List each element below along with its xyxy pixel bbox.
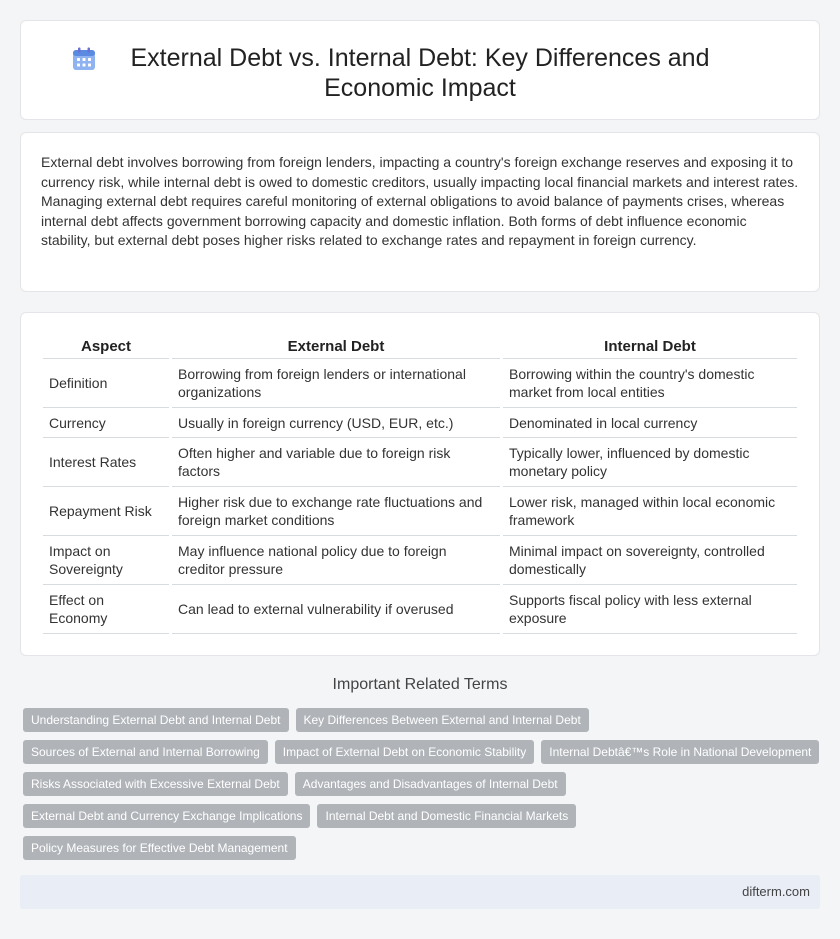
- related-term-link[interactable]: Risks Associated with Excessive External Debt: [23, 772, 288, 796]
- related-term-link[interactable]: Impact of External Debt on Economic Stability: [275, 740, 534, 764]
- cell-aspect: Effect on Economy: [43, 585, 169, 634]
- cell-external: May influence national policy due to foreign creditor pressure: [172, 536, 500, 585]
- header-aspect: Aspect: [43, 335, 169, 359]
- cell-aspect: Interest Rates: [43, 438, 169, 487]
- cell-internal: Borrowing within the country's domestic market from local entities: [503, 359, 797, 408]
- cell-external: Often higher and variable due to foreign risk factors: [172, 438, 500, 487]
- cell-internal: Supports fiscal policy with less external exposure: [503, 585, 797, 634]
- cell-external: Borrowing from foreign lenders or international organizations: [172, 359, 500, 408]
- header-external-debt: External Debt: [172, 335, 500, 359]
- related-term-link[interactable]: Internal Debtâ€™s Role in National Development: [541, 740, 819, 764]
- cell-aspect: Impact on Sovereignty: [43, 536, 169, 585]
- cell-internal: Minimal impact on sovereignty, controlled domestically: [503, 536, 797, 585]
- related-term-link[interactable]: Advantages and Disadvantages of Internal Debt: [295, 772, 566, 796]
- intro-card: [20, 132, 820, 292]
- cell-aspect: Repayment Risk: [43, 487, 169, 536]
- table-row: [43, 487, 797, 536]
- table-row: [43, 585, 797, 634]
- title-card: [20, 20, 820, 120]
- comparison-table: [43, 335, 797, 634]
- cell-external: Higher risk due to exchange rate fluctuations and foreign market conditions: [172, 487, 500, 536]
- footer-site-link[interactable]: difterm.com: [742, 884, 810, 899]
- related-term-link[interactable]: Sources of External and Internal Borrowing: [23, 740, 268, 764]
- cell-internal: Typically lower, influenced by domestic monetary policy: [503, 438, 797, 487]
- cell-external: Usually in foreign currency (USD, EUR, etc.): [172, 408, 500, 438]
- comparison-card: [20, 312, 820, 656]
- intro-paragraph: External debt involves borrowing from foreign lenders, impacting a country's foreign exchange reserves and exposing it to currency risk, while internal debt is owed to domestic creditors, usually impacting local financial markets and interest rates. Managing external debt requires careful monitoring of external obligations to avoid balance of payments crises, whereas internal debt affects government borrowing capacity and domestic inflation. Both forms of debt influence economic stability, but external debt poses higher risks related to exchange rates and repayment in foreign currency.: [41, 154, 799, 248]
- page-title: External Debt vs. Internal Debt: Key Differences and Economic Impact: [130, 44, 710, 102]
- table-row: [43, 536, 797, 585]
- related-term-link[interactable]: Internal Debt and Domestic Financial Markets: [317, 804, 576, 828]
- footer: [20, 875, 820, 909]
- cell-internal: Lower risk, managed within local economic framework: [503, 487, 797, 536]
- related-terms-list: [23, 708, 823, 868]
- header-internal-debt: Internal Debt: [503, 335, 797, 359]
- table-row: [43, 438, 797, 487]
- table-row: [43, 408, 797, 438]
- table-header-row: [43, 335, 797, 359]
- related-term-link[interactable]: External Debt and Currency Exchange Implications: [23, 804, 310, 828]
- related-terms-heading: Important Related Terms: [332, 676, 508, 693]
- related-term-link[interactable]: Understanding External Debt and Internal Debt: [23, 708, 289, 732]
- related-term-link[interactable]: Key Differences Between External and Internal Debt: [296, 708, 589, 732]
- related-term-link[interactable]: Policy Measures for Effective Debt Management: [23, 836, 296, 860]
- cell-aspect: Currency: [43, 408, 169, 438]
- table-row: [43, 359, 797, 408]
- cell-aspect: Definition: [43, 359, 169, 408]
- cell-external: Can lead to external vulnerability if overused: [172, 585, 500, 634]
- cell-internal: Denominated in local currency: [503, 408, 797, 438]
